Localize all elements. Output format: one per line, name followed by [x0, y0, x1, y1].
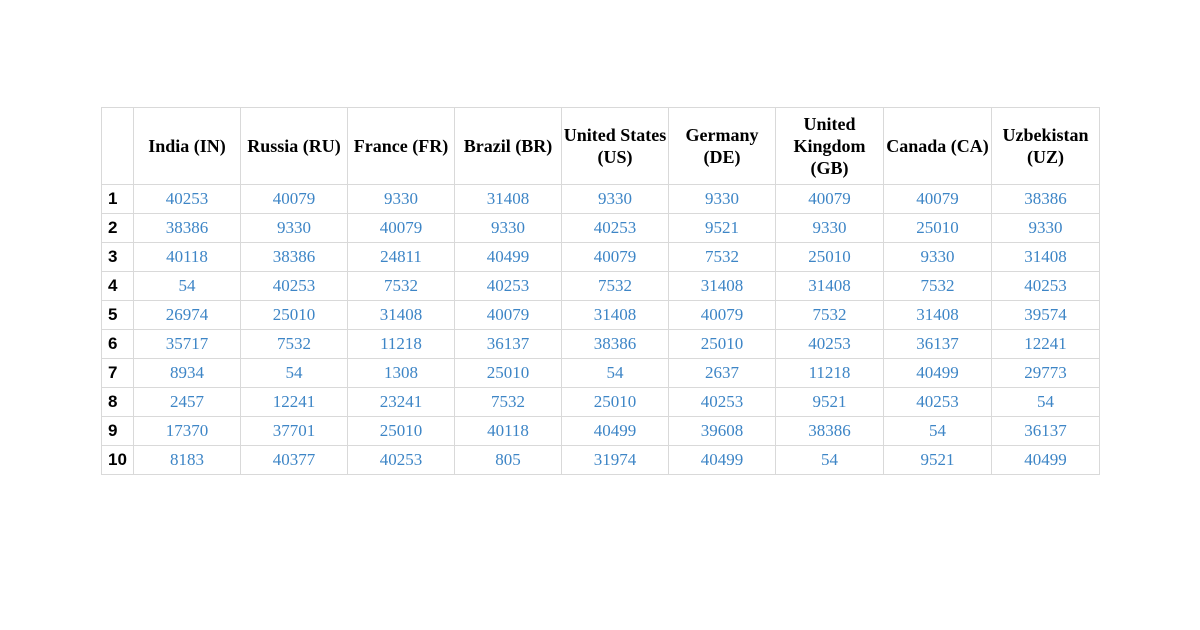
table-cell: 54 [776, 446, 884, 475]
table-cell: 40253 [455, 272, 562, 301]
table-cell: 38386 [134, 214, 241, 243]
table-cell: 40253 [669, 388, 776, 417]
column-header: United Kingdom (GB) [776, 108, 884, 185]
table-cell: 40079 [455, 301, 562, 330]
table-row [102, 359, 1100, 388]
table-cell: 12241 [992, 330, 1100, 359]
table-cell: 25010 [669, 330, 776, 359]
table-body [102, 185, 1100, 475]
table-cell: 40499 [884, 359, 992, 388]
table-cell: 40079 [241, 185, 348, 214]
table-cell: 40499 [455, 243, 562, 272]
row-number: 10 [102, 446, 134, 475]
table-cell: 31408 [669, 272, 776, 301]
table-row [102, 417, 1100, 446]
row-number: 5 [102, 301, 134, 330]
table-cell: 40079 [884, 185, 992, 214]
table-cell: 54 [992, 388, 1100, 417]
table-cell: 29773 [992, 359, 1100, 388]
table-cell: 7532 [348, 272, 455, 301]
table-cell: 7532 [562, 272, 669, 301]
table-cell: 31974 [562, 446, 669, 475]
table-cell: 31408 [884, 301, 992, 330]
row-number: 6 [102, 330, 134, 359]
table-row [102, 301, 1100, 330]
table-cell: 37701 [241, 417, 348, 446]
table-cell: 40079 [562, 243, 669, 272]
table-cell: 2457 [134, 388, 241, 417]
table-cell: 25010 [348, 417, 455, 446]
table-cell: 11218 [348, 330, 455, 359]
table-row [102, 185, 1100, 214]
table-cell: 1308 [348, 359, 455, 388]
table-cell: 25010 [776, 243, 884, 272]
table-cell: 9330 [455, 214, 562, 243]
table-cell: 36137 [992, 417, 1100, 446]
table-cell: 7532 [884, 272, 992, 301]
table-cell: 54 [241, 359, 348, 388]
table-cell: 11218 [776, 359, 884, 388]
table-cell: 17370 [134, 417, 241, 446]
table-row [102, 243, 1100, 272]
table-cell: 38386 [776, 417, 884, 446]
table-cell: 7532 [241, 330, 348, 359]
table-cell: 35717 [134, 330, 241, 359]
table-row [102, 446, 1100, 475]
table-row [102, 272, 1100, 301]
row-number: 2 [102, 214, 134, 243]
table-cell: 9330 [562, 185, 669, 214]
header-row [102, 108, 1100, 185]
column-header: Canada (CA) [884, 108, 992, 185]
table-cell: 9330 [241, 214, 348, 243]
table-cell: 40253 [992, 272, 1100, 301]
row-number: 3 [102, 243, 134, 272]
table-cell: 9330 [884, 243, 992, 272]
table-cell: 31408 [348, 301, 455, 330]
table-cell: 40118 [455, 417, 562, 446]
row-number: 8 [102, 388, 134, 417]
table-cell: 7532 [455, 388, 562, 417]
table-cell: 26974 [134, 301, 241, 330]
table-cell: 40253 [241, 272, 348, 301]
table-cell: 54 [562, 359, 669, 388]
table-cell: 2637 [669, 359, 776, 388]
table-cell: 39574 [992, 301, 1100, 330]
table-cell: 24811 [348, 243, 455, 272]
table-cell: 54 [884, 417, 992, 446]
table-cell: 40253 [348, 446, 455, 475]
table-cell: 40079 [669, 301, 776, 330]
table-cell: 40253 [134, 185, 241, 214]
column-header: Russia (RU) [241, 108, 348, 185]
table-cell: 40079 [348, 214, 455, 243]
table-cell: 40499 [992, 446, 1100, 475]
table-row [102, 388, 1100, 417]
table-cell: 40118 [134, 243, 241, 272]
table-cell: 12241 [241, 388, 348, 417]
column-header: Brazil (BR) [455, 108, 562, 185]
row-number: 7 [102, 359, 134, 388]
row-number: 4 [102, 272, 134, 301]
table-cell: 9521 [776, 388, 884, 417]
table-cell: 40079 [776, 185, 884, 214]
table-cell: 38386 [562, 330, 669, 359]
table-cell: 8183 [134, 446, 241, 475]
table-cell: 31408 [455, 185, 562, 214]
table-cell: 40253 [884, 388, 992, 417]
table-row [102, 330, 1100, 359]
table-cell: 25010 [884, 214, 992, 243]
table-cell: 54 [134, 272, 241, 301]
table-cell: 805 [455, 446, 562, 475]
table-cell: 39608 [669, 417, 776, 446]
table-cell: 25010 [455, 359, 562, 388]
table-cell: 8934 [134, 359, 241, 388]
table-cell: 38386 [241, 243, 348, 272]
table-cell: 40377 [241, 446, 348, 475]
table-cell: 25010 [241, 301, 348, 330]
column-header: France (FR) [348, 108, 455, 185]
table-cell: 40253 [562, 214, 669, 243]
column-header: India (IN) [134, 108, 241, 185]
table-cell: 25010 [562, 388, 669, 417]
row-number: 9 [102, 417, 134, 446]
table-cell: 40253 [776, 330, 884, 359]
row-number: 1 [102, 185, 134, 214]
table-cell: 23241 [348, 388, 455, 417]
table-cell: 9521 [669, 214, 776, 243]
table-cell: 31408 [992, 243, 1100, 272]
table-cell: 36137 [455, 330, 562, 359]
table-cell: 31408 [776, 272, 884, 301]
table-cell: 9521 [884, 446, 992, 475]
table-cell: 38386 [992, 185, 1100, 214]
table-cell: 36137 [884, 330, 992, 359]
table-cell: 7532 [669, 243, 776, 272]
table-cell: 9330 [776, 214, 884, 243]
table-row [102, 214, 1100, 243]
column-header: Uzbekistan (UZ) [992, 108, 1100, 185]
column-header: United States (US) [562, 108, 669, 185]
table-cell: 9330 [992, 214, 1100, 243]
table-cell: 40499 [562, 417, 669, 446]
table-cell: 31408 [562, 301, 669, 330]
table-cell: 7532 [776, 301, 884, 330]
table-cell: 9330 [348, 185, 455, 214]
data-table [101, 107, 1100, 475]
column-header: Germany (DE) [669, 108, 776, 185]
table-cell: 9330 [669, 185, 776, 214]
corner-cell [102, 108, 134, 185]
table-cell: 40499 [669, 446, 776, 475]
